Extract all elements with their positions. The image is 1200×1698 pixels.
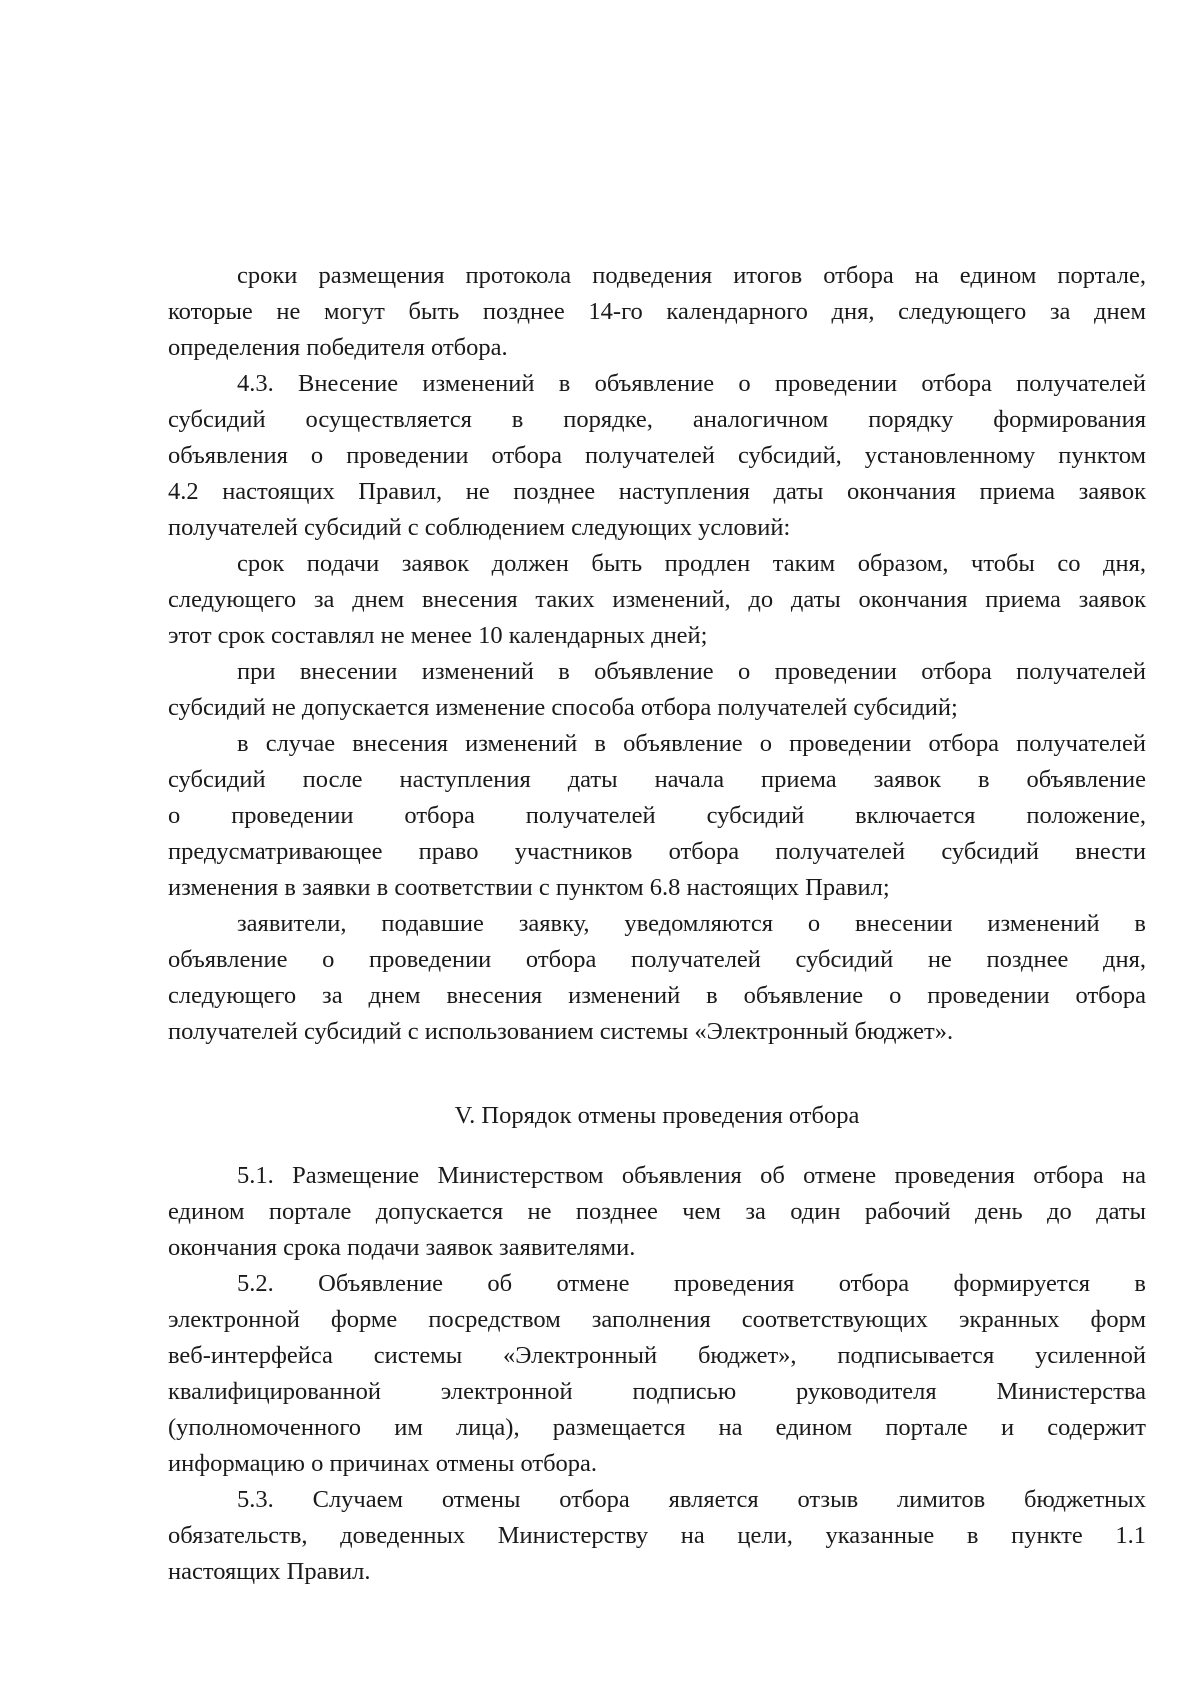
paragraph-line: заявители, подавшие заявку, уведомляются о внесении изменений в	[237, 910, 1146, 937]
paragraph-line: этот срок составлял не менее 10 календарных дней;	[168, 622, 708, 649]
paragraph-line: окончания срока подачи заявок заявителями.	[168, 1234, 636, 1261]
paragraph-line: следующего за днем внесения таких изменений, до даты окончания приема заявок	[168, 586, 1146, 613]
paragraph-line: 4.2 настоящих Правил, не позднее наступления даты окончания приема заявок	[168, 478, 1146, 505]
paragraph-line: при внесении изменений в объявление о проведении отбора получателей	[237, 658, 1146, 685]
paragraph-line: обязательств, доведенных Министерству на цели, указанные в пункте 1.1	[168, 1522, 1146, 1549]
paragraph-line: субсидий после наступления даты начала приема заявок в объявление	[168, 766, 1146, 793]
paragraph-line: электронной форме посредством заполнения соответствующих экранных форм	[168, 1306, 1146, 1333]
paragraph-line: в случае внесения изменений в объявление о проведении отбора получателей	[237, 730, 1146, 757]
paragraph-line: определения победителя отбора.	[168, 334, 508, 361]
paragraph-line: веб-интерфейса системы «Электронный бюджет», подписывается усиленной	[168, 1342, 1146, 1369]
paragraph-line: получателей субсидий с соблюдением следующих условий:	[168, 514, 791, 541]
paragraph-line: 4.3. Внесение изменений в объявление о проведении отбора получателей	[237, 370, 1146, 397]
section-heading: V. Порядок отмены проведения отбора	[454, 1102, 860, 1129]
paragraph-line: которые не могут быть позднее 14-го календарного дня, следующего за днем	[168, 298, 1146, 325]
paragraph-line: объявления о проведении отбора получателей субсидий, установленному пунктом	[168, 442, 1146, 469]
paragraph-line: следующего за днем внесения изменений в объявление о проведении отбора	[168, 982, 1146, 1009]
paragraph-line: 5.2. Объявление об отмене проведения отбора формируется в	[237, 1270, 1146, 1297]
paragraph-line: срок подачи заявок должен быть продлен таким образом, чтобы со дня,	[237, 550, 1146, 577]
paragraph-line: информацию о причинах отмены отбора.	[168, 1450, 598, 1477]
paragraph-line: 5.1. Размещение Министерством объявления об отмене проведения отбора на	[237, 1162, 1146, 1189]
paragraph-line: субсидий осуществляется в порядке, аналогичном порядку формирования	[168, 406, 1146, 433]
paragraph-line: изменения в заявки в соответствии с пунктом 6.8 настоящих Правил;	[168, 874, 890, 901]
paragraph-line: о проведении отбора получателей субсидий включается положение,	[168, 802, 1146, 829]
paragraph-line: сроки размещения протокола подведения итогов отбора на едином портале,	[237, 262, 1146, 289]
paragraph-line: 5.3. Случаем отмены отбора является отзыв лимитов бюджетных	[237, 1486, 1146, 1513]
paragraph-line: предусматривающее право участников отбора получателей субсидий внести	[168, 838, 1146, 865]
paragraph-line: едином портале допускается не позднее чем за один рабочий день до даты	[168, 1198, 1146, 1225]
paragraph-line: получателей субсидий с использованием системы «Электронный бюджет».	[168, 1018, 954, 1045]
paragraph-line: объявление о проведении отбора получателей субсидий не позднее дня,	[168, 946, 1146, 973]
paragraph-line: квалифицированной электронной подписью руководителя Министерства	[168, 1378, 1146, 1405]
paragraph-line: настоящих Правил.	[168, 1558, 371, 1585]
paragraph-line: субсидий не допускается изменение способа отбора получателей субсидий;	[168, 694, 958, 721]
paragraph-line: (уполномоченного им лица), размещается на едином портале и содержит	[168, 1414, 1146, 1441]
